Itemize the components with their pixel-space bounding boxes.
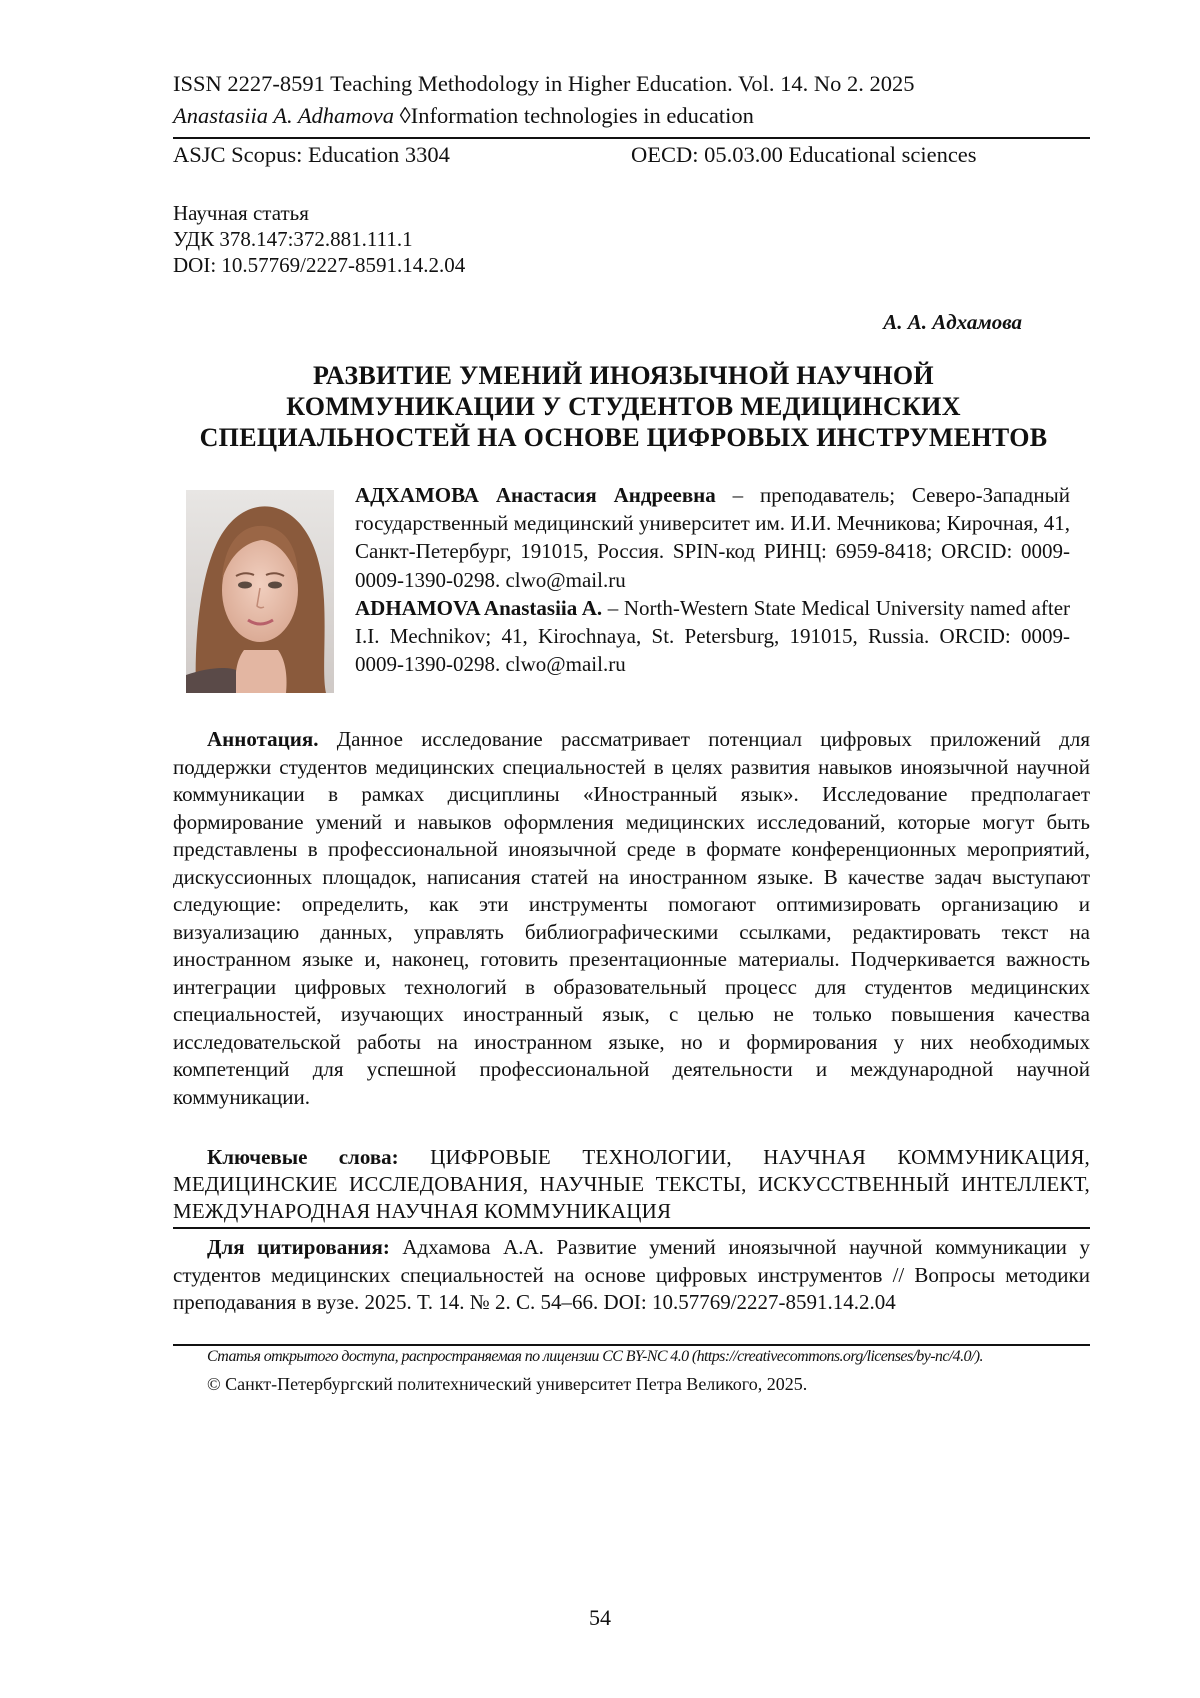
journal-line: ISSN 2227-8591 Teaching Methodology in Higher Education. Vol. 14. No 2. 2025 [173, 71, 915, 96]
title-line: КОММУНИКАЦИИ У СТУДЕНТОВ МЕДИЦИНСКИХ [286, 392, 961, 421]
running-head [173, 102, 754, 130]
running-head-author: Anastasiia A. Adhamova [173, 103, 395, 128]
abstract-label: Аннотация. [207, 727, 319, 751]
portrait-image [186, 490, 334, 693]
article-title [173, 360, 1074, 453]
keywords-label: Ключевые слова: [207, 1145, 399, 1169]
title-line: СПЕЦИАЛЬНОСТЕЙ НА ОСНОВЕ ЦИФРОВЫХ ИНСТРУМЕНТОВ [199, 423, 1048, 452]
page-number: 54 [589, 1605, 611, 1630]
citation-rule [173, 1344, 1090, 1346]
running-head-section: Information technologies in education [410, 103, 754, 128]
bio-english [355, 594, 1070, 679]
separator-glyph: ◊ [399, 103, 411, 128]
asjc-code: ASJC Scopus: Education 3304 [173, 142, 450, 167]
bio-en-name: ADHAMOVA Anastasiia A. [355, 595, 603, 620]
keywords [173, 1144, 1090, 1225]
keywords-text: ЦИФРОВЫЕ ТЕХНОЛОГИИ, НАУЧНАЯ КОММУНИКАЦИЯ, МЕДИЦИНСКИЕ ИССЛЕДОВАНИЯ, НАУЧНЫЕ ТЕКСТЫ, ИСКУССТВЕННЫЙ ИНТЕЛЛЕКТ, МЕЖДУНАРОДНАЯ НАУЧНАЯ КОММУНИКАЦИЯ [173, 1145, 1090, 1223]
author-short: А. А. Адхамова [883, 310, 1022, 334]
citation-label: Для цитирования: [207, 1235, 390, 1259]
author-photo [186, 490, 334, 693]
bio-en-text: – North-Western State Medical University named after I.I. Mechnikov; 41, Kirochnaya, St. Petersburg, 191015, Russia. ORCID: 0009-0009-1390-0298. clwo@mail.ru [355, 595, 1071, 677]
title-line: РАЗВИТИЕ УМЕНИЙ ИНОЯЗЫЧНОЙ НАУЧНОЙ [313, 361, 934, 390]
udc-code: УДК 378.147:372.881.111.1 [173, 227, 413, 251]
bio-ru-name: АДХАМОВА Анастасия Андреевна [355, 483, 716, 507]
oecd-code: OECD: 05.03.00 Educational sciences [631, 142, 977, 167]
abstract-text: Данное исследование рассматривает потенциал цифровых приложений для поддержки студентов медицинских специальностей в целях развития навыков иноязычной научной коммуникации в рамках дисциплины «Иностранный язык». Исследование предполагает формирование умений и навыков оформления медицинских исследований, которые могут быть представлены в профессиональной иноязычной среде в формате конференционных мероприятий, дискуссионных площадок, написания статей на иностранном языке. В качестве задач выступают следующие: определить, как эти инструменты помогают оптимизировать организацию и визуализацию данных, управлять библиографическими ссылками, редактировать текст на иностранном языке и, наконец, готовить презентационные материалы. Подчеркивается важность интеграции цифровых технологий в образовательный процесс для студентов медицинских специальностей, изучающих иностранный язык, с целью не только повышения качества исследовательской работы на иностранном языке, но и формирования у них необходимых компетенций для успешной профессиональной деятельности и международной научной коммуникации. [173, 727, 1090, 1109]
article-type: Научная статья [173, 201, 309, 225]
header-rule [173, 137, 1090, 139]
license-note: Статья открытого доступа, распространяемая по лицензии CC BY-NC 4.0 (https://creativecommons.org/licenses/by-nc/4.0/). [207, 1348, 983, 1365]
bio-ru-text: – преподаватель; Северо-Западный государственный медицинский университет им. И.И. Мечникова; Кирочная, 41, Санкт-Петербург, 191015, Россия. SPIN-код РИНЦ: 6959-8418; ORCID: 0009-0009-1390-0298. clwo@mail.ru [355, 483, 1070, 592]
author-bio [355, 481, 1070, 678]
abstract [173, 726, 1090, 1111]
bio-russian [355, 481, 1070, 594]
doi: DOI: 10.57769/2227-8591.14.2.04 [173, 253, 466, 277]
keywords-rule [173, 1227, 1090, 1229]
citation-text: Адхамова А.А. Развитие умений иноязычной научной коммуникации у студентов медицинских специальностей на основе цифровых инструментов // Вопросы методики преподавания в вузе. 2025. Т. 14. № 2. С. 54–66. DOI: 10.57769/2227-8591.14.2.04 [173, 1235, 1090, 1314]
copyright-note: © Санкт-Петербургский политехнический университет Петра Великого, 2025. [207, 1374, 808, 1394]
citation [173, 1234, 1090, 1317]
